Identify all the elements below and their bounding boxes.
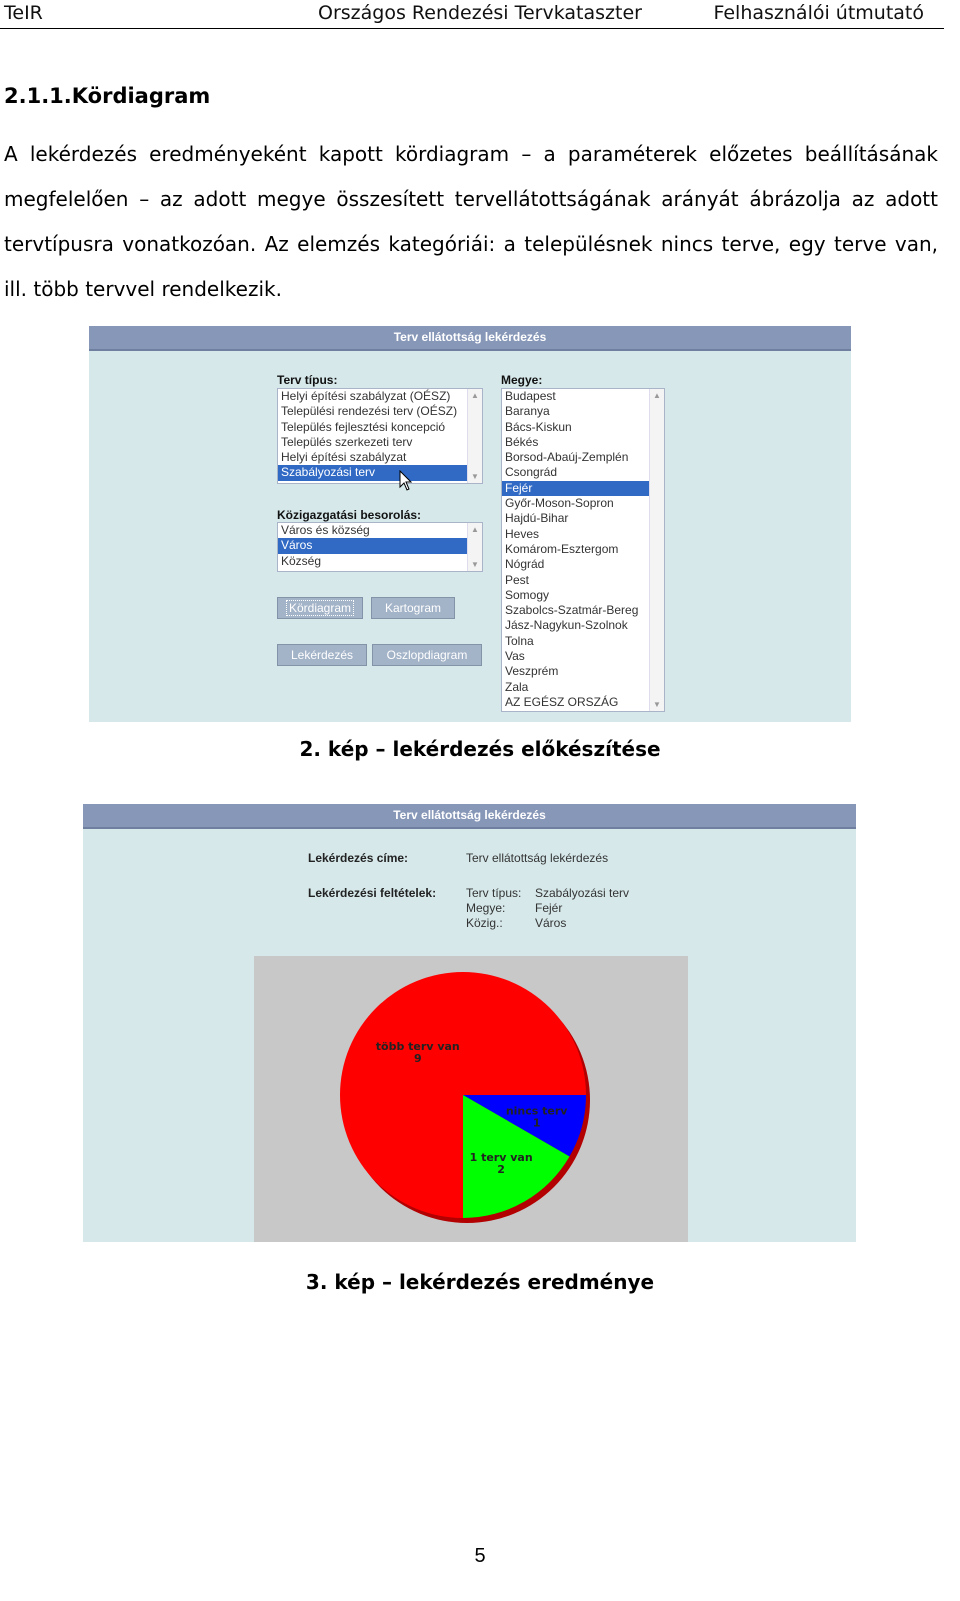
scrollbar[interactable] (467, 389, 482, 483)
scrollbar[interactable] (467, 523, 482, 571)
terv-tipus-option[interactable]: Települési rendezési terv (OÉSZ) (281, 404, 458, 419)
section-title: 2.1.1.Kördiagram (4, 84, 211, 108)
figure-caption-3: 3. kép – lekérdezés eredménye (305, 1270, 655, 1294)
page-number: 5 (474, 1545, 486, 1567)
query-result-screenshot (83, 804, 856, 1242)
slice-label: 1 terv van (469, 1151, 533, 1165)
slice-value: 1 (532, 1116, 541, 1130)
megye-option[interactable]: Baranya (505, 404, 550, 419)
megye-option[interactable]: Heves (505, 526, 540, 541)
kartogram-button[interactable]: Kartogram (371, 597, 455, 619)
cond-value: Város (535, 916, 567, 930)
megye-option[interactable]: Fejér (502, 481, 664, 496)
scroll-down-icon[interactable]: ▼ (471, 472, 479, 481)
cond-key: Terv típus: (466, 886, 522, 900)
terv-tipus-label: Terv típus: (277, 373, 338, 387)
kozig-option[interactable]: Város és község (281, 523, 370, 537)
query-setup-screenshot (89, 326, 851, 722)
mouse-cursor-icon (399, 470, 413, 492)
slice-value: 9 (413, 1051, 422, 1065)
lekerdezes-button[interactable]: Lekérdezés (277, 644, 367, 666)
terv-tipus-listbox[interactable] (277, 388, 483, 484)
megye-option[interactable]: Tolna (505, 633, 534, 648)
kozig-listbox[interactable] (277, 522, 483, 572)
terv-tipus-option[interactable]: Helyi építési szabályzat (OÉSZ) (281, 389, 451, 403)
megye-label: Megye: (501, 373, 543, 387)
megye-option[interactable]: Vas (505, 649, 525, 664)
scrollbar[interactable] (649, 389, 664, 711)
megye-option[interactable]: Veszprém (505, 664, 559, 679)
header-center: Országos Rendezési Tervkataszter (318, 2, 642, 24)
megye-option[interactable]: Csongrád (505, 465, 558, 480)
query-title-label: Lekérdezés címe: (308, 851, 409, 865)
figure-caption-2: 2. kép – lekérdezés előkészítése (299, 737, 661, 761)
cond-value: Szabályozási terv (535, 886, 630, 900)
scroll-down-icon[interactable]: ▼ (653, 700, 661, 709)
megye-option[interactable]: Békés (505, 434, 539, 449)
megye-option[interactable]: Győr-Moson-Sopron (505, 496, 614, 511)
body-paragraph (4, 132, 938, 312)
cond-value: Fejér (535, 901, 563, 915)
kordiagram-label: Kördiagram (288, 601, 352, 615)
megye-listbox[interactable] (501, 388, 665, 712)
megye-option[interactable]: Komárom-Esztergom (505, 541, 619, 556)
megye-option[interactable]: Jász-Nagykun-Szolnok (505, 618, 628, 633)
megye-option[interactable]: AZ EGÉSZ ORSZÁG (505, 694, 619, 709)
query-title-value: Terv ellátottság lekérdezés (466, 851, 609, 865)
form-title-bar: Terv ellátottság lekérdezés (89, 326, 851, 351)
result-title-bar: Terv ellátottság lekérdezés (83, 804, 856, 829)
slice-value: 2 (497, 1163, 505, 1177)
header-right: Felhasználói útmutató (713, 2, 924, 24)
megye-option[interactable]: Szabolcs-Szatmár-Bereg (505, 603, 639, 618)
megye-option[interactable]: Somogy (505, 587, 550, 602)
scroll-up-icon[interactable]: ▲ (471, 391, 479, 400)
header-left: TeIR (4, 2, 43, 24)
paragraph-text: A lekérdezés eredményeként kapott kördiagram – a paraméterek előzetes beállításának megfelelően – az adott megye összesített tervellátottságának arányát ábrázolja az adott tervtípusra vonatkozóan. Az elemzés kategóriái: a településnek nincs terve, egy terve van, ill. több tervvel rendelkezik. (4, 142, 938, 301)
kozig-option[interactable]: Város (278, 538, 482, 553)
conditions-label: Lekérdezési feltételek: (308, 886, 437, 900)
slice-label: több terv van (375, 1039, 460, 1053)
terv-tipus-option[interactable]: Település fejlesztési koncepció (281, 419, 446, 434)
kordiagram-button[interactable] (277, 597, 363, 619)
scroll-up-icon[interactable]: ▲ (653, 391, 661, 400)
megye-option[interactable]: Pest (505, 572, 530, 587)
megye-option[interactable]: Budapest (505, 389, 556, 403)
megye-option[interactable]: Hajdú-Bihar (505, 511, 569, 526)
megye-option[interactable]: Nógrád (505, 557, 545, 572)
cond-key: Megye: (466, 901, 506, 915)
slice-label: nincs terv (505, 1104, 568, 1118)
page-header (0, 0, 944, 29)
oszlopdiagram-button[interactable]: Oszlopdiagram (372, 644, 482, 666)
cond-key: Közig.: (466, 916, 503, 930)
terv-tipus-option[interactable]: Helyi építési szabályzat (281, 450, 407, 465)
kozig-label: Közigazgatási besorolás: (277, 508, 422, 522)
megye-option[interactable]: Bács-Kiskun (505, 419, 572, 434)
terv-tipus-option[interactable]: Szabályozási terv (278, 465, 482, 480)
megye-option[interactable]: Borsod-Abaúj-Zemplén (505, 450, 629, 465)
kozig-option[interactable]: Község (281, 553, 322, 568)
terv-tipus-option[interactable]: Település szerkezeti terv (281, 434, 413, 449)
pie-chart (254, 956, 688, 1242)
scroll-up-icon[interactable]: ▲ (471, 525, 479, 534)
scroll-down-icon[interactable]: ▼ (471, 560, 479, 569)
megye-option[interactable]: Zala (505, 679, 529, 694)
